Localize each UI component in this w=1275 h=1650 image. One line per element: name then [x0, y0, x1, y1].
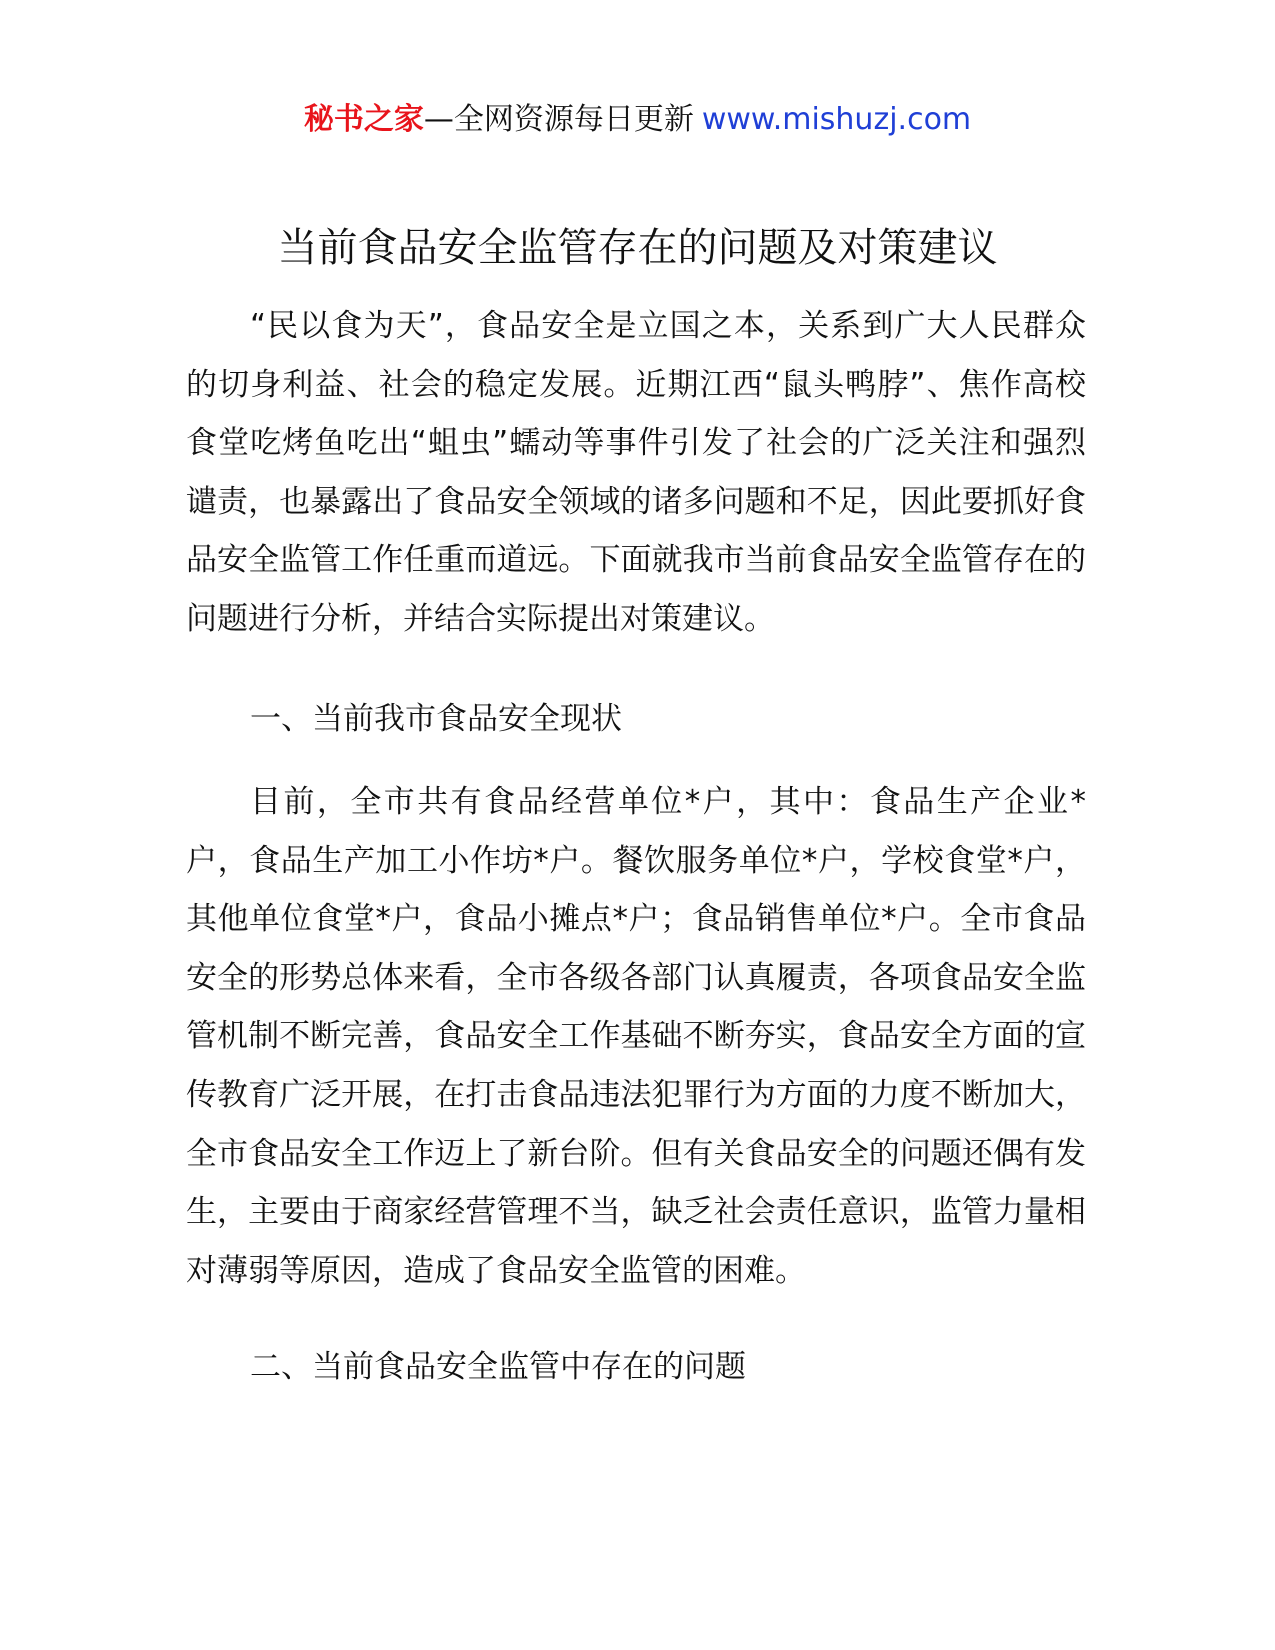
site-url-link[interactable]: www.mishuzj.com [701, 102, 972, 137]
document-title: 当前食品安全监管存在的问题及对策建议 [277, 225, 998, 271]
section-heading-2: 二、当前食品安全监管中存在的问题 [250, 1349, 746, 1385]
status-paragraph: 目前，全市共有食品经营单位*户，其中：食品生产企业*户，食品生产加工小作坊*户。餐饮服务单位*户，学校食堂*户，其他单位食堂*户，食品小摊点*户；食品销售单位*户。全市食品安全的形势总体来看，全市各级各部门认真履责，各项食品安全监管机制不断完善，食品安全工作基础不断夯实，食品安全方面的宣传教育广泛开展，在打击食品违法犯罪行为方面的力度不断加大，全市食品安全工作迈上了新台阶。但有关食品安全的问题还偶有发生，主要由于商家经营管理不当，缺乏社会责任意识，监管力量相对薄弱等原因，造成了食品安全监管的困难。 [186, 784, 1086, 1289]
brand-name: 秘书之家 [303, 102, 424, 137]
intro-paragraph: “民以食为天”，食品安全是立国之本，关系到广大人民群众的切身利益、社会的稳定发展。近期江西“鼠头鸭脖”、焦作高校食堂吃烤鱼吃出“蛆虫”蠕动等事件引发了社会的广泛关注和强烈谴责，也暴露出了食品安全领域的诸多问题和不足，因此要抓好食品安全监管工作任重而道远。下面就我市当前食品安全监管存在的问题进行分析，并结合实际提出对策建议。 [186, 308, 1086, 637]
section-heading-1: 一、当前我市食品安全现状 [250, 701, 622, 737]
site-header [0, 98, 1275, 142]
header-tagline: —全网资源每日更新 [423, 102, 694, 137]
